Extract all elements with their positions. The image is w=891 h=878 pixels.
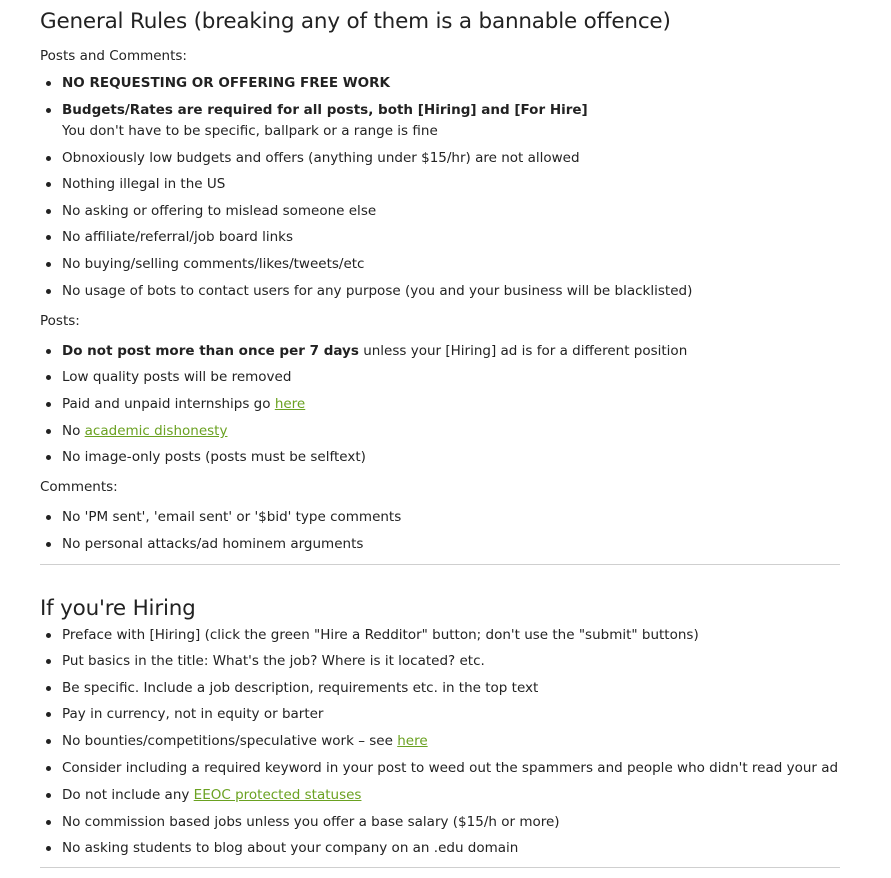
list-item xyxy=(62,839,840,858)
rule-academic-prefix: No xyxy=(62,423,85,439)
posts-label: Posts: xyxy=(40,313,80,329)
rule-no-buying-selling: No buying/selling comments/likes/tweets/etc xyxy=(62,256,365,272)
list-item xyxy=(62,74,840,93)
rule-no-personal-attacks: No personal attacks/ad hominem arguments xyxy=(62,536,364,552)
list-item xyxy=(62,101,840,141)
rule-no-bounties: No bounties/competitions/speculative work – see xyxy=(62,733,398,749)
comments-label: Comments: xyxy=(40,479,118,495)
list-item xyxy=(62,732,840,751)
rule-low-quality: Low quality posts will be removed xyxy=(62,369,292,385)
rule-eeoc-prefix: Do not include any xyxy=(62,787,194,803)
list-item xyxy=(62,282,840,301)
list-item xyxy=(62,508,840,527)
list-item xyxy=(62,813,840,832)
list-item xyxy=(62,652,840,671)
rule-no-image-only: No image-only posts (posts must be selftext) xyxy=(62,449,366,465)
list-item xyxy=(62,705,840,724)
rule-pay-in-currency: Pay in currency, not in equity or barter xyxy=(62,706,324,722)
rule-required-keyword: Consider including a required keyword in your post to weed out the spammers and people who didn't read your ad xyxy=(62,760,839,776)
list-item xyxy=(62,342,840,361)
list-item xyxy=(62,786,840,805)
list-item xyxy=(62,255,840,274)
rule-basics-in-title: Put basics in the title: What's the job? Where is it located? etc. xyxy=(62,653,485,669)
posts-list xyxy=(40,342,840,467)
rule-no-free-work: NO REQUESTING OR OFFERING FREE WORK xyxy=(62,75,390,91)
rule-no-commission: No commission based jobs unless you offer a base salary ($15/h or more) xyxy=(62,814,560,830)
list-item xyxy=(62,395,840,414)
rule-internships: Paid and unpaid internships go xyxy=(62,396,275,412)
list-item xyxy=(62,202,840,221)
rule-preface-hiring: Preface with [Hiring] (click the green "Hire a Redditor" button; don't use the "submit" buttons) xyxy=(62,627,699,643)
rule-budgets-note: You don't have to be specific, ballpark or a range is fine xyxy=(62,123,438,139)
section-divider-bottom xyxy=(40,867,840,868)
list-item xyxy=(62,422,840,441)
hiring-heading: If you're Hiring xyxy=(40,596,196,621)
posts-and-comments-list xyxy=(40,74,840,301)
comments-list xyxy=(40,508,840,554)
section-divider xyxy=(40,564,840,565)
list-item xyxy=(62,448,840,467)
academic-dishonesty-link[interactable]: academic dishonesty xyxy=(84,423,228,439)
hiring-list xyxy=(40,626,840,858)
rule-no-affiliate: No affiliate/referral/job board links xyxy=(62,229,294,245)
list-item xyxy=(62,679,840,698)
rule-once-per-week: Do not post more than once per 7 days xyxy=(62,343,359,359)
internships-link[interactable]: here xyxy=(274,396,306,412)
rules-content xyxy=(40,6,840,868)
list-item xyxy=(62,626,840,645)
rule-low-budgets: Obnoxiously low budgets and offers (anything under $15/hr) are not allowed xyxy=(62,150,580,166)
bounties-link[interactable]: here xyxy=(397,733,428,749)
rule-no-student-blogs: No asking students to blog about your company on an .edu domain xyxy=(62,840,519,856)
list-item xyxy=(62,149,840,168)
rule-be-specific: Be specific. Include a job description, requirements etc. in the top text xyxy=(62,680,539,696)
list-item xyxy=(62,368,840,387)
eeoc-link[interactable]: EEOC protected statuses xyxy=(193,787,362,803)
rule-no-pm-sent: No 'PM sent', 'email sent' or '$bid' type comments xyxy=(62,509,402,525)
rule-once-per-week-rest: unless your [Hiring] ad is for a different position xyxy=(358,343,688,359)
rule-no-misleading: No asking or offering to mislead someone else xyxy=(62,203,377,219)
rule-nothing-illegal: Nothing illegal in the US xyxy=(62,176,226,192)
list-item xyxy=(62,759,840,778)
posts-and-comments-label: Posts and Comments: xyxy=(40,48,187,64)
rule-no-bots: No usage of bots to contact users for any purpose (you and your business will be blacklisted) xyxy=(62,283,693,299)
list-item xyxy=(62,175,840,194)
list-item xyxy=(62,228,840,247)
list-item xyxy=(62,535,840,554)
rule-budgets-required: Budgets/Rates are required for all posts, both [Hiring] and [For Hire] xyxy=(62,102,588,118)
general-rules-heading: General Rules (breaking any of them is a bannable offence) xyxy=(40,9,671,34)
